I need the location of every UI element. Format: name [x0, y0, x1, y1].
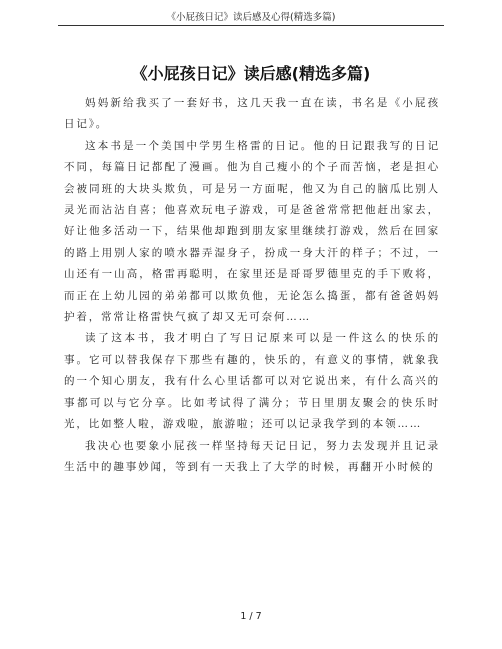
page-number: 1 / 7: [240, 611, 262, 622]
paragraph: 我决心也要象小屁孩一样坚持每天记日记，努力去发现并且记录生活中的趣事妙闻，等到有一天我上了大学的时候，再翻开小时候的: [64, 439, 440, 473]
paragraph: 读了这本书，我才明白了写日记原来可以是一件这么的快乐的事。它可以替我保存下那些有趣的，快乐的，有意义的事情，就象我的一个知心朋友，我有什么心里话都可以对它说出来，有什么高兴的事都可以与它分享。比如考试得了满分；节日里朋友聚会的快乐时光，比如整人啦，游戏啦，旅游啦；还可以记录我学到的本领……: [64, 332, 440, 431]
page-header: 《小屁孩日记》读后感及心得(精选多篇): [166, 12, 336, 23]
paragraph: 妈妈新给我买了一套好书，这几天我一直在读，书名是《小屁孩日记》。: [64, 97, 440, 131]
document-body: [64, 93, 440, 478]
header-divider: [58, 25, 444, 26]
paragraph: 这本书是一个美国中学男生格雷的日记。他的日记跟我写的日记不同，每篇日记都配了漫画。他为自己瘦小的个子而苦恼，老是担心会被同班的大块头欺负，可是另一方面呢，他又为自己的脑瓜比别人灵光而沾沾自喜；他喜欢玩电子游戏，可是爸爸常常把他赶出家去，好让他多活动一下，结果他却跑到朋友家里继续打游戏，然后在回家的路上用别人家的喷水器弄湿身子，扮成一身大汗的样子；不过，一山还有一山高，格雷再聪明，在家里还是哥哥罗德里克的手下败将，而正在上幼儿园的弟弟都可以欺负他，无论怎么捣蛋，都有爸爸妈妈护着，常常让格雷快气疯了却又无可奈何……: [64, 139, 440, 324]
document-title: 《小屁孩日记》读后感(精选多篇): [131, 64, 371, 83]
